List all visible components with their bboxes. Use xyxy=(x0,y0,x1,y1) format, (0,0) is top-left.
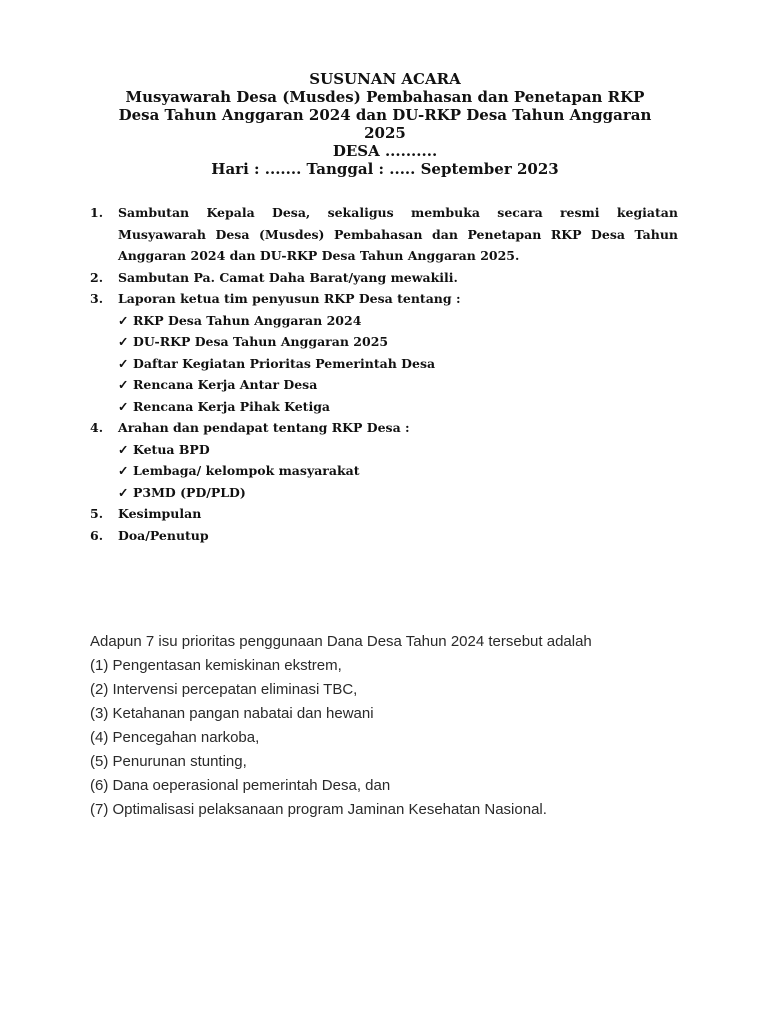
agenda-item-1 xyxy=(90,202,678,267)
agenda-item-number: 2. xyxy=(90,269,104,285)
header-subtitle-line-1: Musyawarah Desa (Musdes) Pembahasan dan Penetapan RKP xyxy=(125,88,645,106)
agenda-subitem-text: RKP Desa Tahun Anggaran 2024 xyxy=(133,312,362,328)
agenda-subitem-text: Ketua BPD xyxy=(133,441,210,457)
issue-item: (4) Pencegahan narkoba, xyxy=(90,729,260,746)
agenda-subitem xyxy=(90,331,678,353)
agenda-subitem xyxy=(90,482,678,504)
agenda-item-number: 5. xyxy=(90,506,104,521)
agenda-subitem-text: Rencana Kerja Pihak Ketiga xyxy=(133,398,331,414)
agenda-item-5 xyxy=(90,503,678,525)
check-icon: ✓ xyxy=(118,312,129,328)
issue-item: (1) Pengentasan kemiskinan ekstrem, xyxy=(90,657,342,674)
agenda-subitem xyxy=(90,439,678,461)
priority-issues xyxy=(90,630,690,822)
check-icon: ✓ xyxy=(118,463,129,478)
check-icon: ✓ xyxy=(118,334,129,349)
agenda-list xyxy=(90,202,678,546)
check-icon: ✓ xyxy=(118,441,129,457)
check-icon: ✓ xyxy=(118,377,129,392)
agenda-item-6 xyxy=(90,525,678,547)
agenda-item-text: Sambutan Kepala Desa, sekaligus membuka secara resmi kegiatan Musyawarah Desa (Musdes) Pembahasan dan Penetapan RKP Desa Tahun Anggaran 2024 dan DU-RKP Desa Tahun Anggaran 2025. xyxy=(118,205,678,263)
issues-intro: Adapun 7 isu prioritas penggunaan Dana Desa Tahun 2024 tersebut adalah xyxy=(90,633,592,650)
agenda-item-number: 4. xyxy=(90,420,104,435)
agenda-item-2 xyxy=(90,267,678,289)
header-village: DESA .......... xyxy=(332,142,438,160)
agenda-subitem xyxy=(90,460,678,482)
agenda-item-number: 1. xyxy=(90,205,104,220)
agenda-item-text: Kesimpulan xyxy=(118,506,202,521)
header-subtitle-line-2: Desa Tahun Anggaran 2024 dan DU-RKP Desa Tahun Anggaran xyxy=(118,106,652,124)
agenda-item-text: Laporan ketua tim penyusun RKP Desa tentang : xyxy=(118,291,461,306)
agenda-subitem xyxy=(90,374,678,396)
agenda-item-text: Doa/Penutup xyxy=(118,527,209,543)
agenda-item-4 xyxy=(90,417,678,439)
agenda-subitem-text: Rencana Kerja Antar Desa xyxy=(133,377,318,392)
issue-item: (2) Intervensi percepatan eliminasi TBC, xyxy=(90,681,358,698)
agenda-item-text: Arahan dan pendapat tentang RKP Desa : xyxy=(118,420,410,435)
issue-item: (6) Dana oeperasional pemerintah Desa, dan xyxy=(90,777,391,794)
agenda-item-text: Sambutan Pa. Camat Daha Barat/yang mewakili. xyxy=(118,269,458,285)
agenda-subitem-text: DU-RKP Desa Tahun Anggaran 2025 xyxy=(133,334,389,349)
agenda-subitem-text: Lembaga/ kelompok masyarakat xyxy=(133,463,360,478)
issue-item: (3) Ketahanan pangan nabatai dan hewani xyxy=(90,705,374,722)
header-title: SUSUNAN ACARA xyxy=(309,70,461,88)
check-icon: ✓ xyxy=(118,484,129,500)
agenda-subitem xyxy=(90,396,678,418)
check-icon: ✓ xyxy=(118,398,129,414)
agenda-subitem-text: Daftar Kegiatan Prioritas Pemerintah Desa xyxy=(133,355,436,371)
issue-item: (7) Optimalisasi pelaksanaan program Jaminan Kesehatan Nasional. xyxy=(90,801,547,818)
agenda-item-number: 3. xyxy=(90,291,104,306)
document-header xyxy=(90,70,680,178)
agenda-item-number: 6. xyxy=(90,527,104,543)
check-icon: ✓ xyxy=(118,355,129,371)
agenda-subitem xyxy=(90,353,678,375)
header-date: Hari : ....... Tanggal : ..... September 2023 xyxy=(211,160,559,178)
header-subtitle-line-3: 2025 xyxy=(364,124,406,142)
agenda-subitem xyxy=(90,310,678,332)
agenda-item-3 xyxy=(90,288,678,310)
agenda-subitem-text: P3MD (PD/PLD) xyxy=(133,484,246,500)
issue-item: (5) Penurunan stunting, xyxy=(90,753,247,770)
